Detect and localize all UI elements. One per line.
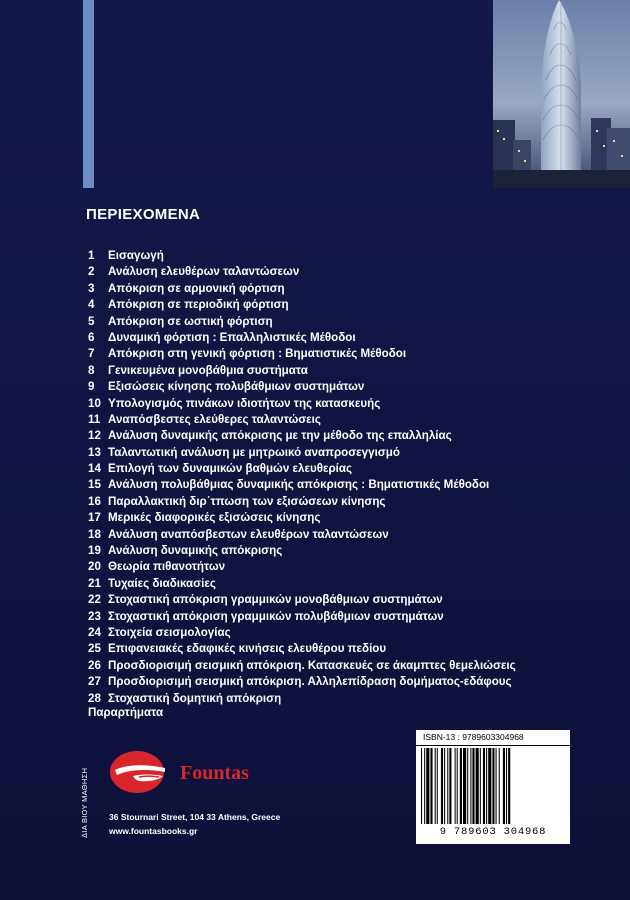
barcode-bar (472, 748, 474, 824)
toc-item: 7 Απόκριση στη γενική φόρτιση : Βηματιστικές Μέθοδοι (88, 347, 407, 361)
toc-item: 10 Υπολογισμός πινάκων ιδιοτήτων της κατασκευής (88, 396, 381, 410)
toc-item: 3 Απόκριση σε αρμονική φόρτιση (88, 281, 285, 295)
barcode-bar (430, 748, 432, 824)
toc-item: 27 Προσδιορισιμή σεισμική απόκριση. Αλληλεπίδραση δομήματος-εδάφους (88, 675, 512, 689)
barcode-bar (508, 748, 510, 824)
barcode-bar (480, 748, 481, 824)
barcode-bars (420, 748, 566, 824)
barcode-digits: 9 789603 304968 (439, 826, 547, 838)
toc-item: 23 Στοχαστική απόκριση γραμμικών πολυβάθμιων συστημάτων (88, 609, 444, 623)
barcode-bar (476, 748, 479, 824)
barcode-bar (435, 748, 436, 824)
barcode-bar (483, 748, 485, 824)
barcode-bar (444, 748, 445, 824)
toc-item: 9 Εξισώσεις κίνησης πολυβάθμιων συστημάτων (88, 380, 365, 394)
barcode-bar (488, 748, 491, 824)
barcode-bar (455, 748, 456, 824)
toc-item: 16 Παραλλακτική διρ΄τπωση των εξισώσεων κίνησης (88, 494, 386, 508)
toc-item: 14 Επιλογή των δυναμικών βαθμών ελευθερίας (88, 462, 353, 476)
toc-item: 5 Απόκριση σε ωστική φόρτιση (88, 314, 273, 328)
toc-item: 21 Τυχαίες διαδικασίες (88, 576, 216, 590)
barcode-bar (470, 748, 471, 824)
barcode-bar (496, 748, 497, 824)
isbn-label: ISBN-13 : 9789603304968 (423, 732, 524, 742)
toc-item: 22 Στοχαστική απόκριση γραμμικών μονοβάθμιων συστημάτων (88, 593, 443, 607)
toc-item: 17 Μερικές διαφορικές εξισώσεις κίνησης (88, 511, 321, 525)
toc-item: 4 Απόκριση σε περιοδική φόρτιση (88, 298, 289, 312)
barcode-bar (441, 748, 443, 824)
toc-item: 19 Ανάλυση δυναμικής απόκρισης (88, 544, 283, 558)
toc-item: 24 Στοιχεία σεισμολογίας (88, 625, 231, 639)
table-of-contents (88, 248, 516, 707)
publisher-address: 36 Stournari Street, 104 33 Athens, Greece (109, 812, 281, 822)
toc-item: 20 Θεωρία πιθανοτήτων (88, 560, 226, 574)
appendix-label: Παραρτήματα (88, 706, 164, 719)
barcode-bar (503, 748, 505, 824)
barcode-bar (426, 748, 429, 824)
barcode-bar (449, 748, 451, 824)
toc-item: 1 Εισαγωγή (88, 249, 164, 262)
toc-item: 8 Γενικευμένα μονοβάθμια συστήματα (88, 363, 308, 377)
isbn-divider (416, 745, 570, 746)
isbn-barcode (416, 730, 570, 844)
contents-heading: ΠΕΡΙΕΧΟΜΕΝΑ (86, 206, 201, 223)
toc-item: 26 Προσδιορισιμή σεισμική απόκριση. Κατασκευές σε άκαμπτες θεμελιώσεις (88, 658, 516, 672)
toc-item: 18 Ανάλυση αναπόσβεστων ελευθέρων ταλαντώσεων (88, 527, 389, 541)
barcode-bar (460, 748, 462, 824)
lifelong-learning-label: ΔΙΑ ΒΙΟΥ ΜΑΘΗΣΗ (80, 767, 89, 838)
barcode-bar (457, 748, 458, 824)
toc-item: 25 Επιφανειακές εδαφικές κινήσεις ελευθέρου πεδίου (88, 642, 387, 656)
barcode-bar (506, 748, 507, 824)
barcode-bar (424, 748, 425, 824)
toc-item: 12 Ανάλυση δυναμικής απόκρισης με την μέθοδο της επαλληλίας (88, 429, 452, 443)
barcode-bar (463, 748, 466, 824)
barcode-bar (447, 748, 448, 824)
barcode-bar (467, 748, 468, 824)
barcode-bar (437, 748, 438, 824)
toc-item: 6 Δυναμική φόρτιση : Επαλληλιστικές Μέθοδοι (88, 330, 356, 344)
publisher-website: www.fountasbooks.gr (109, 826, 198, 836)
toc-item: 2 Ανάλυση ελευθέρων ταλαντώσεων (88, 265, 300, 279)
barcode-bar (421, 748, 422, 824)
toc-item: 28 Στοχαστική δομητική απόκριση (88, 691, 282, 705)
publisher-name: Fountas (180, 762, 249, 784)
skyscraper-photo (493, 0, 630, 188)
barcode-bar (492, 748, 494, 824)
barcode-bar (499, 748, 500, 824)
barcode-bar (486, 748, 487, 824)
fountas-logo-icon (109, 750, 175, 794)
accent-bar (83, 0, 94, 188)
toc-item: 15 Ανάλυση πολυβάθμιας δυναμικής απόκρισης : Βηματιστικές Μέθοδοι (88, 478, 490, 492)
toc-item: 11 Αναπόσβεστες ελεύθερες ταλαντώσεις (88, 412, 321, 426)
toc-item: 13 Ταλαντωτική ανάλυση με μητρωικό αναπροσεγγισμό (88, 445, 400, 459)
